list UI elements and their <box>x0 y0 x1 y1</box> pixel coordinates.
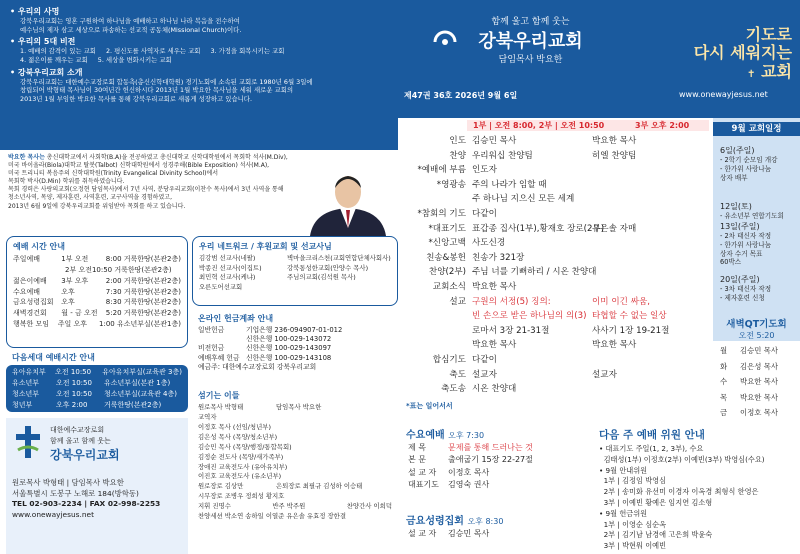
network-row-cell: 강북통성한교회(안양수 목사) <box>287 263 369 272</box>
duty-line: 1부 | 이영순 심순옥 <box>599 519 667 529</box>
duty-line: 1부 | 김정임 박영심 <box>599 476 667 486</box>
staff-row-cell: 담임목사 박요한 <box>276 403 322 411</box>
dept-time: 오후 2:00 <box>56 400 88 409</box>
vision-item: 3. 가정을 회복시키는 교회 <box>210 47 285 56</box>
phone: TEL 02-903-2234 | FAX 02-998-2253 <box>12 499 161 509</box>
network-row-cell: 김강범 선교사(네팔) <box>199 254 256 262</box>
standing-note: *표는 일어서서 <box>406 402 453 410</box>
church-logo-icon <box>14 426 42 458</box>
schedule-item: 상자 수거 목표 <box>720 249 763 258</box>
order-label: *신앙고백 <box>428 238 466 249</box>
qt-time: 오전 5:20 <box>738 331 775 340</box>
duty-line: 3부 | 이예빈 황예은 임지연 김소형 <box>599 497 713 507</box>
worship-times-title: 예배 시간 안내 <box>13 242 65 251</box>
schedule-date: 13일(주일) <box>720 222 760 231</box>
worship-time-row <box>13 265 181 276</box>
order-label: 설교 <box>449 296 466 307</box>
dept-time: 오전 10:50 <box>55 368 92 376</box>
schedule-item: - 2차 태신자 작정 <box>720 232 772 241</box>
service-times-12: 1부 | 오전 8:00, 2부 | 오전 10:50 <box>473 121 605 130</box>
order-item-12: 표갑종 집사(1부),황재호 장로(2부) <box>472 223 605 234</box>
service-name <box>13 265 65 276</box>
order-item-12: 시온 찬양대 <box>472 384 517 395</box>
row-value: 문제를 통해 드러나는 것 <box>448 443 533 452</box>
wed-row <box>408 442 588 454</box>
network-title: 우리 네트워크 / 후원교회 및 선교사님 <box>199 242 332 251</box>
order-item-12: 로마서 3장 21-31절 <box>472 325 550 336</box>
wed-row <box>408 467 588 479</box>
bio-line: 청소년사역, 목양, 제자훈련, 사역훈련, 교구사역을 경험하였고, <box>8 194 172 202</box>
staff-row <box>198 512 392 522</box>
staff-row <box>198 423 392 433</box>
qt-leader: 김승민 목사 <box>740 346 779 355</box>
service-time: 8:30 거룩한땅(본관2층) <box>105 298 181 307</box>
service-day: 3부 오후 <box>61 276 89 285</box>
staff-title: 섬기는 이들 <box>198 391 240 400</box>
order-item-12: 친송가 321장 <box>472 252 525 263</box>
worship-time-row <box>13 319 181 330</box>
service-name: 행복한 모임 <box>13 320 50 329</box>
order-item-3: 유은솔 자매 <box>592 223 637 234</box>
bio-line: 총신대학교에서 사회학(B.A)을 전공하였고 총신대학교 신학대학원에서 목회학 석사(M.Div), <box>46 154 288 161</box>
midweek-panel <box>398 424 591 554</box>
worship-times-box <box>6 236 188 348</box>
website-link[interactable]: www.onewayjesus.net <box>12 510 94 520</box>
service-day: 주일 오후 <box>57 320 88 329</box>
wed-time: 오후 7:30 <box>448 431 485 440</box>
duty-line: 3부 | 박현워 이예빈 <box>599 541 667 551</box>
order-label: *대표기도 <box>428 223 466 234</box>
church-info <box>6 418 188 554</box>
next-gen-row <box>12 367 182 378</box>
vision-item: 1. 예배의 감격이 있는 교회 <box>20 47 96 56</box>
pastor-photo <box>300 166 396 236</box>
order-item-3: 이미 이긴 싸움, <box>592 296 651 307</box>
order-label: 친송&봉헌 <box>426 252 466 263</box>
pastor-name: 박요한 목사는 <box>8 154 45 161</box>
vision5-heading: • 우리의 5대 비전 <box>10 36 390 47</box>
network-row-cell: 최민혁 선교사(케냐) <box>199 273 256 282</box>
schedule-date: 12일(토) <box>720 202 752 211</box>
row-label: 제 목 <box>408 443 426 452</box>
order-item-3: 박요한 목사 <box>592 340 637 351</box>
order-item-12: 주 하나님 지으신 모든 세계 <box>472 194 575 205</box>
staff-row-cell: 장애진 교육전도사 (유아유치부) <box>198 462 288 471</box>
order-item-12: 박요한 목사 <box>472 340 517 351</box>
order-item-12: 다같이 <box>472 355 497 365</box>
staff-row-cell: 이정호 목사 (선임/청년부) <box>198 422 271 431</box>
network-box <box>192 236 398 306</box>
wed-title-text: 수요예배 <box>406 430 445 441</box>
denomination: 대한예수교장로회 <box>50 426 105 434</box>
vision5-line-2 <box>10 56 390 65</box>
worship-time-row <box>13 287 181 298</box>
slogan <box>694 26 792 81</box>
staff-row-cell: 이진호 교육전도사 (유소년부) <box>198 472 282 481</box>
header-banner <box>398 0 800 118</box>
network-row-cell: 박종진 선교사(이집트) <box>199 263 262 272</box>
worship-time-row <box>13 297 181 308</box>
worship-time-row <box>13 276 181 287</box>
service-day: 오후 <box>61 298 75 307</box>
qt-day: 화 <box>720 361 728 371</box>
staff-row-cell: 찬양세션 박소연 송하일 이열준 유은솔 유효정 장한결 <box>198 512 347 521</box>
staff-box <box>192 386 398 552</box>
dept-name: 청년부 <box>12 400 33 409</box>
next-gen-row <box>12 400 182 411</box>
offering-row-cell <box>198 335 246 344</box>
mission-text-2: 예수님의 제자 삼고 세상으로 파송하는 선교적 공동체(Missional Church)이다. <box>20 25 242 34</box>
duty-line: • 9월 안내위원 <box>599 465 648 475</box>
schedule-item: - 2학기 순모임 개강 <box>720 156 778 165</box>
row-value: 이정호 목사 <box>448 467 490 477</box>
dept-place: 청소년부실(교육관 4층) <box>104 389 177 398</box>
slogan-line: 교회 <box>761 61 792 81</box>
qt-leader: 박요한 목사 <box>740 392 779 402</box>
cross-icon: ✝ <box>747 68 756 80</box>
service-day: 2부 오전10:50 거룩한땅(본관2층) <box>65 265 172 274</box>
duty-line: 2부 | 김기남 남경애 고은희 박윤숙 <box>599 530 713 540</box>
offering-row-cell: 신한은행 100-029-143072 <box>246 335 332 344</box>
next-gen-row <box>12 389 182 400</box>
order-item-12: 다같이 <box>472 209 497 219</box>
qt-day: 목 <box>720 392 728 402</box>
dept-place: 거룩한땅(본관2층) <box>104 400 162 409</box>
schedule-item: - 한가위 사랑나눔 <box>720 240 772 249</box>
vision5-line-1 <box>10 47 390 56</box>
order-item-3: 타협할 수 없는 일상 <box>592 311 667 322</box>
order-label: 찬양 <box>449 150 466 161</box>
order-item-3: 사사기 1장 19-21절 <box>592 325 670 336</box>
service-day: 월 - 금 오전 <box>61 309 98 318</box>
church-motto: 함께 울고 함께 웃는 <box>50 437 111 445</box>
next-gen-row <box>12 378 182 389</box>
vision-item: 4. 젊은이를 깨우는 교회 <box>20 55 88 64</box>
offering-row-cell: 예금주: 대한예수교장로회 강북우리교회 <box>198 362 317 371</box>
worship-order <box>406 120 706 420</box>
schedule-entry <box>720 275 771 303</box>
dept-place: 유아유치부실(교육관 3층) <box>102 368 182 376</box>
about-text-3: 2013년 1월 부임한 박요한 목사를 통해 강북우리교회로 새롭게 성장하고 있습니다. <box>20 94 253 103</box>
staff-row-cell: 원로목사 박형태 <box>198 403 244 411</box>
order-item-3: 히엘 찬양팀 <box>592 150 637 161</box>
dept-name: 유소년부 <box>12 378 40 387</box>
next-gen-title: 다음세대 예배시간 안내 <box>12 353 95 362</box>
mission-text-1: 강북우리교회는 영혼 구원하여 하나님을 예배하고 하나님 나라 복음을 전수하여 <box>20 17 240 25</box>
order-item-12: 김승민 목사 <box>472 136 517 146</box>
header-church-name: 강북우리교회 <box>478 31 583 52</box>
staff-row <box>198 502 392 512</box>
wed-row <box>408 479 588 491</box>
order-label: *영광송 <box>436 179 466 190</box>
service-name: 수요예배 <box>13 287 41 296</box>
schedule-item: 60박스 <box>720 258 742 267</box>
staff-row-cell: 김정순 전도사 (목양/새가족부) <box>198 452 284 461</box>
staff-row-cell: 지휘 진명수 <box>198 502 231 511</box>
fri-time: 오후 8:30 <box>467 517 504 526</box>
schedule-date: 20일(주일) <box>720 275 760 284</box>
network-row-cell: 벽마을크리스천(교회연합단체사회사) <box>287 254 391 262</box>
qt-leader: 김은성 목사 <box>740 361 779 371</box>
schedule-entry <box>720 202 784 221</box>
order-label: 축도 <box>449 369 466 380</box>
row-value: 출애굽기 15장 22-27절 <box>448 455 533 465</box>
offering-row-cell: 일반헌금 <box>198 326 225 334</box>
staff-row <box>198 433 392 443</box>
staff-row-cell: 은퇴장로 최필규 김성하 이승태 <box>276 482 363 491</box>
order-item-3: 박요한 목사 <box>592 136 637 146</box>
order-label: *참회의 기도 <box>417 209 466 219</box>
schedule-entry <box>720 222 771 267</box>
order-item-12: 설교자 <box>472 369 497 380</box>
staff-row-cell: 김은성 목사 (목양/청소년부) <box>198 432 278 441</box>
about-text-1: 강북우리교회는 대한예수교장로회 합동측(총신신학대학원) 경기노회에 소속된 교회로 1980년 6월 3일에 <box>20 77 313 86</box>
offering-title: 온라인 헌금계좌 안내 <box>198 314 274 323</box>
service-time: 8:00 거룩한땅(본관2층) <box>105 255 181 263</box>
schedule-item: - 유소년부 연합기도회 <box>720 212 784 221</box>
qt-title: 새벽QT기도회 <box>726 319 787 330</box>
qt-leader: 박요한 목사 <box>740 377 779 386</box>
network-row <box>199 283 391 293</box>
bio-line: 목회학 박사(D.Min) 학위를 취득하였습니다. <box>8 178 125 186</box>
staff-row <box>198 443 392 453</box>
order-item-12: 주의 나라가 임할 때 <box>472 179 547 190</box>
row-value: 김승민 목사 <box>448 529 490 538</box>
duty-line: • 9월 헌금위원 <box>599 508 648 518</box>
qt-leader: 이정호 목사 <box>740 408 779 417</box>
order-item-12: 주님 너를 기뻐하리 / 시온 찬양대 <box>472 267 597 278</box>
order-label: 축도송 <box>441 384 466 395</box>
offering-box <box>192 309 398 385</box>
address: 서울특별시 도봉구 노해로 184(방학동) <box>12 488 139 498</box>
order-label: 합심기도 <box>432 355 466 365</box>
header-pastor: 담임목사 박요한 <box>498 55 563 65</box>
network-row <box>199 273 391 283</box>
order-label: 교회소식 <box>432 282 466 292</box>
church-name: 강북우리교회 <box>50 448 120 462</box>
network-row-cell: 주님의교회(김석원 목사) <box>287 273 356 282</box>
staff-row <box>198 472 392 482</box>
service-time: 5:20 거룩한땅(본관2층) <box>105 309 181 318</box>
header-motto: 함께 울고 함께 웃는 <box>491 17 570 27</box>
qt-day: 수 <box>720 377 728 386</box>
schedule-item: 상자 배부 <box>720 173 748 182</box>
staff-row <box>198 492 392 502</box>
next-gen-box <box>6 352 188 412</box>
issue-number: 제47권 36호 2026년 9월 6일 <box>404 91 518 100</box>
bio-line: 2013년 6월 9일에 강북우리교회를 위임받아 목회를 하고 있습니다. <box>8 202 186 210</box>
schedule-item: - 제자훈련 신청 <box>720 293 765 302</box>
order-item-12: 우리워십 찬양팀 <box>472 150 533 161</box>
service-name: 금요성령집회 <box>13 298 54 307</box>
order-item-12: 구원의 서정(5) 징의: <box>472 296 551 307</box>
row-label: 설 교 자 <box>408 529 437 538</box>
service-time: 7:30 거룩한땅(본관2층) <box>105 287 181 296</box>
service-time-3: 3부 오후 2:00 <box>635 121 690 130</box>
network-row <box>199 254 391 264</box>
dept-time: 오전 10:50 <box>56 378 92 387</box>
slogan-line: 기도로 <box>745 25 792 44</box>
staff-row <box>198 463 392 473</box>
duty-line: • 대표기도 주일(1, 2, 3부), 수요 <box>599 444 704 453</box>
service-name: 새벽경건회 <box>13 309 47 318</box>
header-url[interactable]: www.onewayjesus.net <box>679 90 768 99</box>
order-item-12: 인도자 <box>472 165 497 176</box>
qt-day: 월 <box>720 346 728 355</box>
schedule-date: 6일(주일) <box>720 146 755 155</box>
order-label: 인도 <box>449 136 466 146</box>
duty-line: 김태성(1부) 이정호(2부) 이예빈(3부) 박영심(수요) <box>599 454 765 464</box>
vision-panel <box>0 0 398 150</box>
service-day: 오후 <box>61 287 75 296</box>
order-item-12: 박요한 목사 <box>472 282 517 292</box>
order-item-12: 빈 손으로 받은 하나님의 의(3) <box>472 311 587 322</box>
order-item-12: 사도신경 <box>472 238 506 249</box>
bio-line: 미국 트리니티 복음주의 신학대학원(Trinity Evangelical Divinity School)에서 <box>8 170 219 178</box>
staff-row-cell: 원로장로 김상만 <box>198 482 244 491</box>
service-day: 1부 오전 <box>61 255 89 263</box>
next-duty-panel <box>591 424 800 554</box>
offering-row-cell: 비전헌금 <box>198 344 225 353</box>
order-item-3: 설교자 <box>592 369 617 380</box>
vision-item: 5. 세상을 변화시키는 교회 <box>97 55 172 64</box>
staff-row <box>198 413 392 423</box>
offering-row <box>198 363 392 372</box>
worship-header <box>467 120 709 131</box>
staff-row <box>198 482 392 492</box>
service-time: 1:00 유소년부실(본관1층) <box>99 320 181 329</box>
schedule-item: - 한가위 사랑나눔 <box>720 164 772 173</box>
row-label: 설 교 자 <box>408 467 437 477</box>
staff-row <box>198 403 392 413</box>
fri-row <box>408 528 588 540</box>
slogan-line: 다시 세워지는 <box>693 43 792 63</box>
duty-line: 2부 | 송미화 유선미 이경자 이옥경 최형식 한영은 <box>599 487 759 497</box>
service-name: 주일예배 <box>13 255 41 263</box>
offering-row-cell: 신한은행 100-029-143097 <box>246 344 332 353</box>
offering-row <box>198 335 392 344</box>
vision-item: 2. 평신도를 사역자로 세우는 교회 <box>105 47 201 56</box>
offering-row <box>198 354 392 363</box>
bio-line: 목회 경력은 사랑의교회(오정현 담임목사)에서 7년 사역, 분당우리교회(이찬수 목사)에서 3년 사역을 통해 <box>8 186 284 194</box>
wed-row <box>408 454 588 466</box>
network-row-cell: 오른도어선교회 <box>199 282 243 291</box>
staff-row-cell: 김승민 목사 (목양/행정/통합목회) <box>198 442 292 451</box>
worship-time-row <box>13 308 181 319</box>
info-line: 원로목사 박형태 | 담임목사 박요한 <box>12 478 124 487</box>
dept-name: 청소년부 <box>12 389 40 398</box>
row-label: 본 문 <box>408 455 426 465</box>
mission-heading: • 우리의 사명 <box>10 6 390 17</box>
order-label: *예배에 부름 <box>417 165 466 176</box>
schedule-item: - 3차 태신자 작정 <box>720 285 772 294</box>
network-row <box>199 264 391 274</box>
offering-row-cell: 예배후혜 헌금 <box>198 353 240 362</box>
next-duty-title: 다음 주 예배 위원 안내 <box>599 429 705 441</box>
staff-row-cell: 시무장로 조병우 정희성 황지호 <box>198 492 285 501</box>
fri-title-text: 금요성령집회 <box>406 516 464 527</box>
service-name: 젊은이예배 <box>13 276 47 285</box>
qt-day: 금 <box>720 408 728 417</box>
dept-time: 오전 10:50 <box>56 389 92 398</box>
offering-row-cell: 신한은행 100-029-143108 <box>246 353 332 362</box>
order-label: 찬양(2부) <box>428 267 466 278</box>
offering-row <box>198 344 392 353</box>
service-time: 2:00 거룩한땅(본관2층) <box>105 276 181 285</box>
wed-title <box>406 426 484 441</box>
about-text-2: 창립되어 박형태 목사님이 30여년간 헌신하시다 2013년 1월 박요한 목사님을 세워 새로운 교회의 <box>20 86 294 95</box>
bio-line: 미국 바이올라(Biola)대학교 탈봇(Talbot) 신학대학원에서 성경주해(Bible Exposition) 석사(M.A), <box>8 162 270 170</box>
staff-row-cell: 교역자 <box>198 412 217 421</box>
row-label: 대표기도 <box>408 480 439 490</box>
fri-title <box>406 512 503 527</box>
offering-row-cell: 기업은행 236-094907-01-012 <box>246 326 343 334</box>
staff-row-cell: 찬양간사 이희덕 <box>346 502 392 511</box>
schedule-title: 9월 교회일정 <box>713 122 800 136</box>
about-heading: • 강북우리교회 소개 <box>10 67 390 78</box>
staff-row <box>198 453 392 463</box>
schedule-entry <box>720 146 777 182</box>
dept-name: 유아유치부 <box>12 368 46 376</box>
worship-time-row <box>13 254 181 265</box>
dept-place: 유소년부실(본관 1층) <box>104 378 171 387</box>
row-value: 김영숙 권사 <box>448 480 490 490</box>
staff-row-cell: 반주 박주원 <box>272 502 306 511</box>
offering-row <box>198 326 392 335</box>
